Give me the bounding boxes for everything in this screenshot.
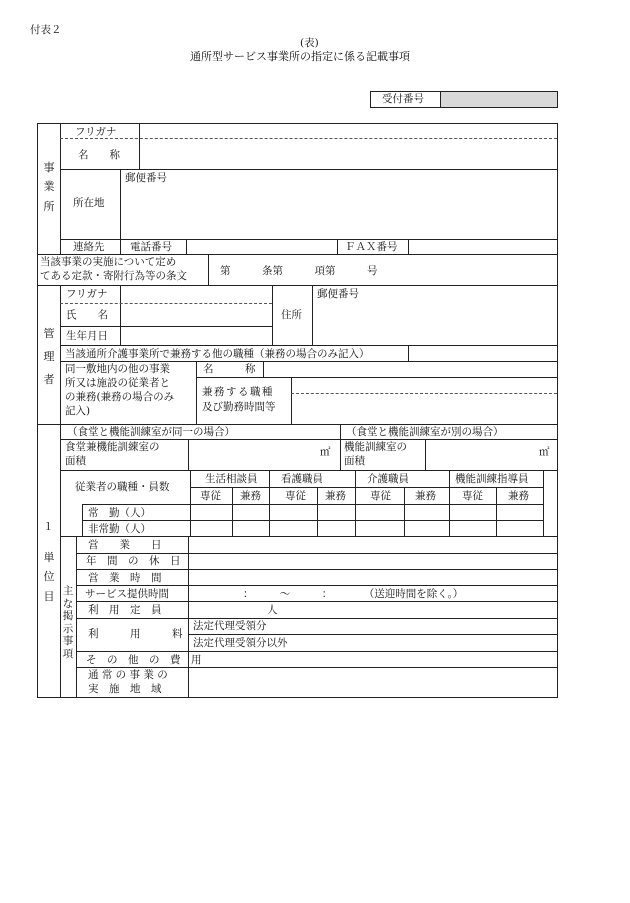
combined-area-line1: 食堂兼機能訓練室の xyxy=(65,441,160,453)
sub-div-2 xyxy=(317,487,318,536)
unit-line-439 xyxy=(60,439,557,440)
unit-line-536 xyxy=(60,536,557,537)
sub-div-3 xyxy=(404,487,405,536)
manager-address-label: 住所 xyxy=(281,309,302,321)
role-2-full: 専従 xyxy=(370,490,391,502)
role-0-part: 兼務 xyxy=(240,490,261,502)
line-424 xyxy=(37,424,558,425)
area-line2: 実 施 地 域 xyxy=(88,683,162,695)
notice-line-618 xyxy=(76,618,557,619)
office-col-divider xyxy=(60,123,61,254)
staff-label: 従業者の職種・員数 xyxy=(75,481,170,493)
office-address-divider xyxy=(120,169,121,239)
office-phone-label: 電話番号 xyxy=(130,241,172,253)
service-hours-label: サービス提供時間 xyxy=(85,588,169,600)
hours-label: 営 業 時 間 xyxy=(88,572,162,584)
manager-postal-label: 郵便番号 xyxy=(317,288,359,300)
role-1-full: 専従 xyxy=(285,490,306,502)
manager-address-right xyxy=(312,285,313,345)
notice-line-585 xyxy=(76,585,557,586)
articles-label-line1: 当該事業の実施について定め xyxy=(40,256,177,268)
role-0: 生活相談員 xyxy=(205,473,258,485)
fee-line1: 法定代理受領分 xyxy=(193,620,267,632)
manager-line-377 xyxy=(196,377,557,378)
office-line-169 xyxy=(60,169,557,170)
notice-line-651 xyxy=(76,651,557,652)
manager-section-label: 管理者 xyxy=(43,327,55,387)
notice-label-divider xyxy=(188,536,189,697)
line-285 xyxy=(37,285,558,286)
staff-line-504 xyxy=(82,504,543,505)
frame-top xyxy=(37,123,558,124)
manager-furigana-dash xyxy=(60,303,272,304)
manager-duty-divider xyxy=(291,377,292,424)
manager-name2-label: 名 称 xyxy=(203,363,256,375)
other-fees-label: そ の 他 の 費 用 xyxy=(86,654,202,666)
training-area-line1: 機能訓練室の xyxy=(344,441,407,453)
separate-room-label: （食堂と機能訓練室が別の場合） xyxy=(346,426,504,438)
articles-label-line2: てある定款・寄附行為等の条文 xyxy=(40,270,187,282)
office-line-239 xyxy=(60,239,557,240)
service-hours-format: ： 〜 ： （送迎時間を除く。） xyxy=(243,588,464,600)
attachment-number: 付表２ xyxy=(30,24,62,36)
unit-line-470 xyxy=(60,470,557,471)
office-name-label: 名 称 xyxy=(78,149,120,161)
role-3-part: 兼務 xyxy=(508,490,529,502)
sub-div-4 xyxy=(496,487,497,536)
frame-right xyxy=(557,123,558,698)
notice-line-569 xyxy=(76,569,557,570)
training-area-line2: 面積 xyxy=(344,455,365,467)
manager-duty-line2: 及び勤務時間等 xyxy=(202,401,276,413)
manager-address-left xyxy=(272,285,273,345)
role-div-2 xyxy=(355,470,356,536)
office-fax-label: ＦＡＸ番号 xyxy=(345,241,398,253)
office-furigana-label: フリガナ xyxy=(75,126,117,138)
same-room-label: （食堂と機能訓練室が同一の場合） xyxy=(67,426,235,438)
role-div-1 xyxy=(269,470,270,536)
unit-section-label: 単位目 xyxy=(43,551,55,603)
manager-concurrent-label: 当該通所介護事業所で兼務する他の職種（兼務の場合のみ記入） xyxy=(65,348,370,360)
staff-value-divider xyxy=(190,504,191,536)
notice-line-553 xyxy=(76,553,557,554)
office-contact-label: 連絡先 xyxy=(73,241,105,253)
manager-furigana-label: フリガナ xyxy=(66,288,108,300)
holidays-label: 年 間 の 休 日 xyxy=(86,555,181,567)
unit-section-number: １ xyxy=(43,521,54,533)
manager-concurrent-divider xyxy=(408,345,409,361)
fee-mid-line xyxy=(188,634,557,635)
sub-div-1 xyxy=(232,487,233,536)
training-area-divider xyxy=(425,439,426,470)
training-area-unit: ㎡ xyxy=(539,446,550,458)
receipt-number-field[interactable] xyxy=(440,91,558,108)
manager-line-345 xyxy=(60,345,557,346)
manager-other-line4: 記入) xyxy=(65,405,91,417)
office-address-label: 所在地 xyxy=(73,197,105,209)
combined-area-divider xyxy=(188,439,189,470)
manager-other-line3: の兼務(兼務の場合のみ xyxy=(65,391,175,403)
staff-line-520 xyxy=(82,520,543,521)
parttime-label: 非常勤（人） xyxy=(88,523,151,535)
notice-line-601 xyxy=(76,601,557,602)
role-1: 看護職員 xyxy=(281,473,323,485)
manager-other-divider xyxy=(196,361,197,424)
office-furigana-dash xyxy=(60,138,557,139)
manager-birth-label: 生年月日 xyxy=(66,330,108,342)
notice-col-divider xyxy=(76,536,77,697)
page-title: 通所型サービス事業所の指定に係る記載事項 xyxy=(190,50,410,63)
office-phone-divider xyxy=(186,239,187,254)
manager-other-line2: 所又は施設の従業者と xyxy=(65,377,170,389)
manager-name2-divider xyxy=(263,361,264,377)
role-2: 介護職員 xyxy=(367,473,409,485)
manager-line-361 xyxy=(60,361,557,362)
fee-label: 利 用 料 xyxy=(88,628,183,640)
receipt-border-left xyxy=(370,91,371,107)
manager-label-divider xyxy=(120,285,121,345)
manager-col-divider xyxy=(60,285,61,424)
notice-label: 主な掲示事項 xyxy=(62,585,74,660)
roles-line-487 xyxy=(190,487,543,488)
area-line1: 通 常 の 事 業 の xyxy=(88,669,168,681)
combined-area-line2: 面積 xyxy=(65,455,86,467)
articles-divider xyxy=(208,254,209,285)
business-days-label: 営 業 日 xyxy=(88,539,162,551)
frame-left xyxy=(37,123,38,698)
manager-duty-line1: 兼務する職種 xyxy=(202,386,274,398)
role-3-full: 専従 xyxy=(462,490,483,502)
manager-line-326 xyxy=(60,326,272,327)
combined-area-unit: ㎡ xyxy=(320,446,331,458)
notice-line-667 xyxy=(76,667,557,668)
office-fax-left xyxy=(337,239,338,254)
office-section-label: 事業所 xyxy=(43,161,55,213)
office-contact-divider xyxy=(120,239,121,254)
manager-name-label: 氏 名 xyxy=(66,309,108,321)
office-postal-label: 郵便番号 xyxy=(125,172,167,184)
manager-duty-dash xyxy=(291,393,557,394)
capacity-unit: 人 xyxy=(267,604,278,616)
line-254 xyxy=(37,254,558,255)
role-3: 機能訓練指導員 xyxy=(455,473,529,485)
role-div-3 xyxy=(449,470,450,536)
table-mark: (表) xyxy=(300,37,319,49)
office-label-divider-top xyxy=(139,123,140,169)
receipt-label: 受付番号 xyxy=(382,93,424,105)
office-fax-right xyxy=(408,239,409,254)
unit-room-divider xyxy=(340,424,341,470)
role-0-full: 専従 xyxy=(200,490,221,502)
fee-line2: 法定代理受領分以外 xyxy=(193,637,288,649)
frame-bottom xyxy=(37,697,558,698)
role-1-part: 兼務 xyxy=(325,490,346,502)
articles-format: 第 条第 項第 号 xyxy=(220,265,378,277)
manager-other-line1: 同一敷地内の他の事業 xyxy=(65,363,170,375)
capacity-label: 利 用 定 員 xyxy=(88,604,162,616)
role-div-4 xyxy=(543,470,544,536)
role-2-part: 兼務 xyxy=(415,490,436,502)
fulltime-label: 常 勤（人） xyxy=(88,507,151,519)
